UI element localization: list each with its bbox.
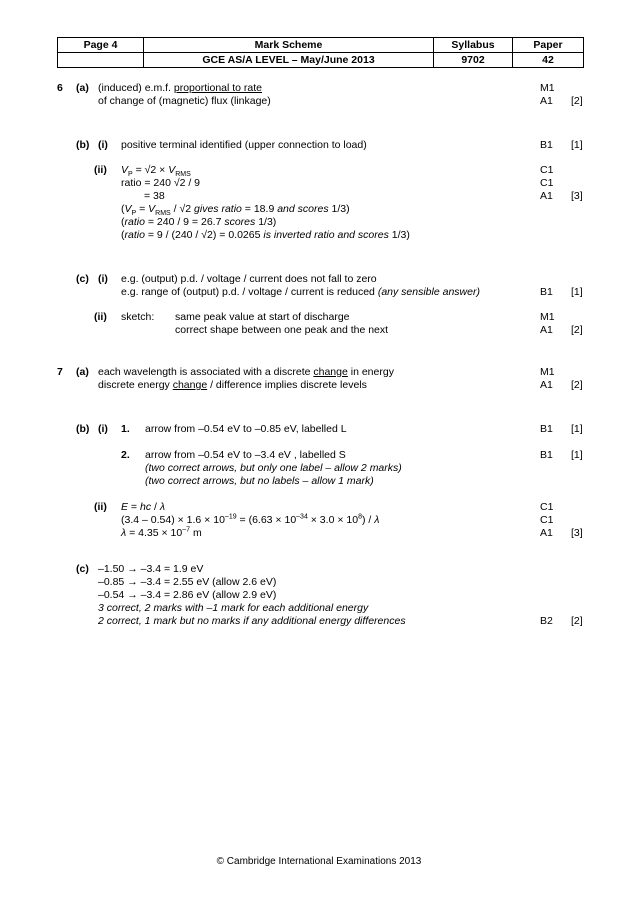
total-mark: [2] bbox=[571, 379, 583, 391]
subpart-label: (ii) bbox=[94, 311, 107, 323]
answer-line: ratio = 240 √2 / 9 bbox=[121, 177, 201, 189]
mark: A1 bbox=[540, 190, 553, 202]
mark: C1 bbox=[540, 177, 554, 189]
mark: A1 bbox=[540, 379, 553, 391]
subpart-label: (ii) bbox=[94, 501, 107, 513]
header-page: Page 4 bbox=[58, 38, 144, 53]
subpart-label: (i) bbox=[98, 139, 108, 151]
mark: M1 bbox=[540, 82, 555, 94]
subpart-label: (i) bbox=[98, 423, 108, 435]
mark: A1 bbox=[540, 527, 553, 539]
header-level: GCE AS/A LEVEL – May/June 2013 bbox=[144, 53, 434, 68]
answer-line: –0.54 → –3.4 = 2.86 eV (allow 2.9 eV) bbox=[98, 589, 277, 601]
point-number: 1. bbox=[121, 423, 130, 435]
mark: C1 bbox=[540, 501, 554, 513]
answer-line: –0.85 → –3.4 = 2.55 eV (allow 2.6 eV) bbox=[98, 576, 277, 588]
total-mark: [3] bbox=[571, 190, 583, 202]
subpart-label: (ii) bbox=[94, 164, 107, 176]
footer-copyright: © Cambridge International Examinations 2013 bbox=[216, 856, 422, 867]
mark: B1 bbox=[540, 139, 553, 151]
total-mark: [3] bbox=[571, 527, 583, 539]
header-paper: Paper bbox=[513, 38, 584, 53]
part-label: (b) bbox=[76, 423, 90, 435]
answer-line: same peak value at start of discharge bbox=[175, 311, 350, 323]
mark: C1 bbox=[540, 164, 554, 176]
header-scheme: Mark Scheme bbox=[144, 38, 434, 53]
part-label: (b) bbox=[76, 139, 90, 151]
answer-line: e.g. range of (output) p.d. / voltage / current is reduced (any sensible answer) bbox=[121, 286, 480, 298]
answer-line: arrow from –0.54 eV to –0.85 eV, labelled L bbox=[145, 423, 347, 435]
part-label: (a) bbox=[76, 366, 89, 378]
answer-line: arrow from –0.54 eV to –3.4 eV , labelled S bbox=[145, 449, 346, 461]
answer-note: 3 correct, 2 marks with –1 mark for each additional energy bbox=[98, 602, 369, 614]
answer-line: of change of (magnetic) flux (linkage) bbox=[98, 95, 271, 107]
mark: B1 bbox=[540, 449, 553, 461]
mark: B1 bbox=[540, 423, 553, 435]
header-syllabus: Syllabus bbox=[434, 38, 513, 53]
answer-note: 2 correct, 1 mark but no marks if any additional energy differences bbox=[98, 615, 406, 627]
subpart-label: (i) bbox=[98, 273, 108, 285]
point-number: 2. bbox=[121, 449, 130, 461]
header-syllabus-code: 9702 bbox=[434, 53, 513, 68]
total-mark: [1] bbox=[571, 423, 583, 435]
answer-line: sketch: bbox=[121, 311, 155, 323]
answer-line: $(3.4 - 0.54) \times 1.6 \times 10^{-19} = (6.63 \times 10^{-34} \times 3.0 \times 10^8) / \lambda$ bbox=[121, 513, 380, 526]
part-label: (a) bbox=[76, 82, 89, 94]
answer-line: $\lambda = 4.35 \times 10^{-7}$ m bbox=[121, 526, 202, 539]
answer-note: (ratio = 9 / (240 / √2) = 0.0265 is inverted ratio and scores 1/3) bbox=[121, 229, 410, 241]
header-table bbox=[57, 37, 584, 68]
mark: B1 bbox=[540, 286, 553, 298]
answer-line: $V_P = √2 \times V_{RMS}$ bbox=[121, 164, 191, 179]
mark: A1 bbox=[540, 95, 553, 107]
answer-line: = 38 bbox=[144, 190, 165, 202]
mark: A1 bbox=[540, 324, 553, 336]
total-mark: [1] bbox=[571, 449, 583, 461]
header-paper-no: 42 bbox=[513, 53, 584, 68]
mark: M1 bbox=[540, 366, 555, 378]
answer-note: (ratio = 240 / 9 = 26.7 scores 1/3) bbox=[121, 216, 277, 228]
question-number: 7 bbox=[57, 366, 63, 378]
answer-note: (two correct arrows, but only one label – allow 2 marks) bbox=[145, 462, 402, 474]
mark: C1 bbox=[540, 514, 554, 526]
question-number: 6 bbox=[57, 82, 63, 94]
mark: B2 bbox=[540, 615, 553, 627]
part-label: (c) bbox=[76, 273, 89, 285]
total-mark: [2] bbox=[571, 95, 583, 107]
mark: M1 bbox=[540, 311, 555, 323]
part-label: (c) bbox=[76, 563, 89, 575]
answer-line: –1.50 → –3.4 = 1.9 eV bbox=[98, 563, 204, 575]
total-mark: [2] bbox=[571, 324, 583, 336]
answer-line: correct shape between one peak and the next bbox=[175, 324, 389, 336]
answer-line: discrete energy change / difference implies discrete levels bbox=[98, 379, 367, 391]
answer-note: ($V_P = V_{RMS} / √2$ gives ratio = 18.9 and scores 1/3) bbox=[121, 203, 350, 218]
answer-line: e.g. (output) p.d. / voltage / current does not fall to zero bbox=[121, 273, 377, 285]
answer-line: (induced) e.m.f. proportional to rate bbox=[98, 82, 263, 94]
answer-line: E = hc / λ bbox=[121, 501, 166, 513]
total-mark: [1] bbox=[571, 139, 583, 151]
total-mark: [2] bbox=[571, 615, 583, 627]
answer-line: positive terminal identified (upper connection to load) bbox=[121, 139, 367, 151]
answer-line: each wavelength is associated with a discrete change in energy bbox=[98, 366, 394, 378]
total-mark: [1] bbox=[571, 286, 583, 298]
answer-note: (two correct arrows, but no labels – allow 1 mark) bbox=[145, 475, 374, 487]
header-blank bbox=[58, 53, 144, 68]
